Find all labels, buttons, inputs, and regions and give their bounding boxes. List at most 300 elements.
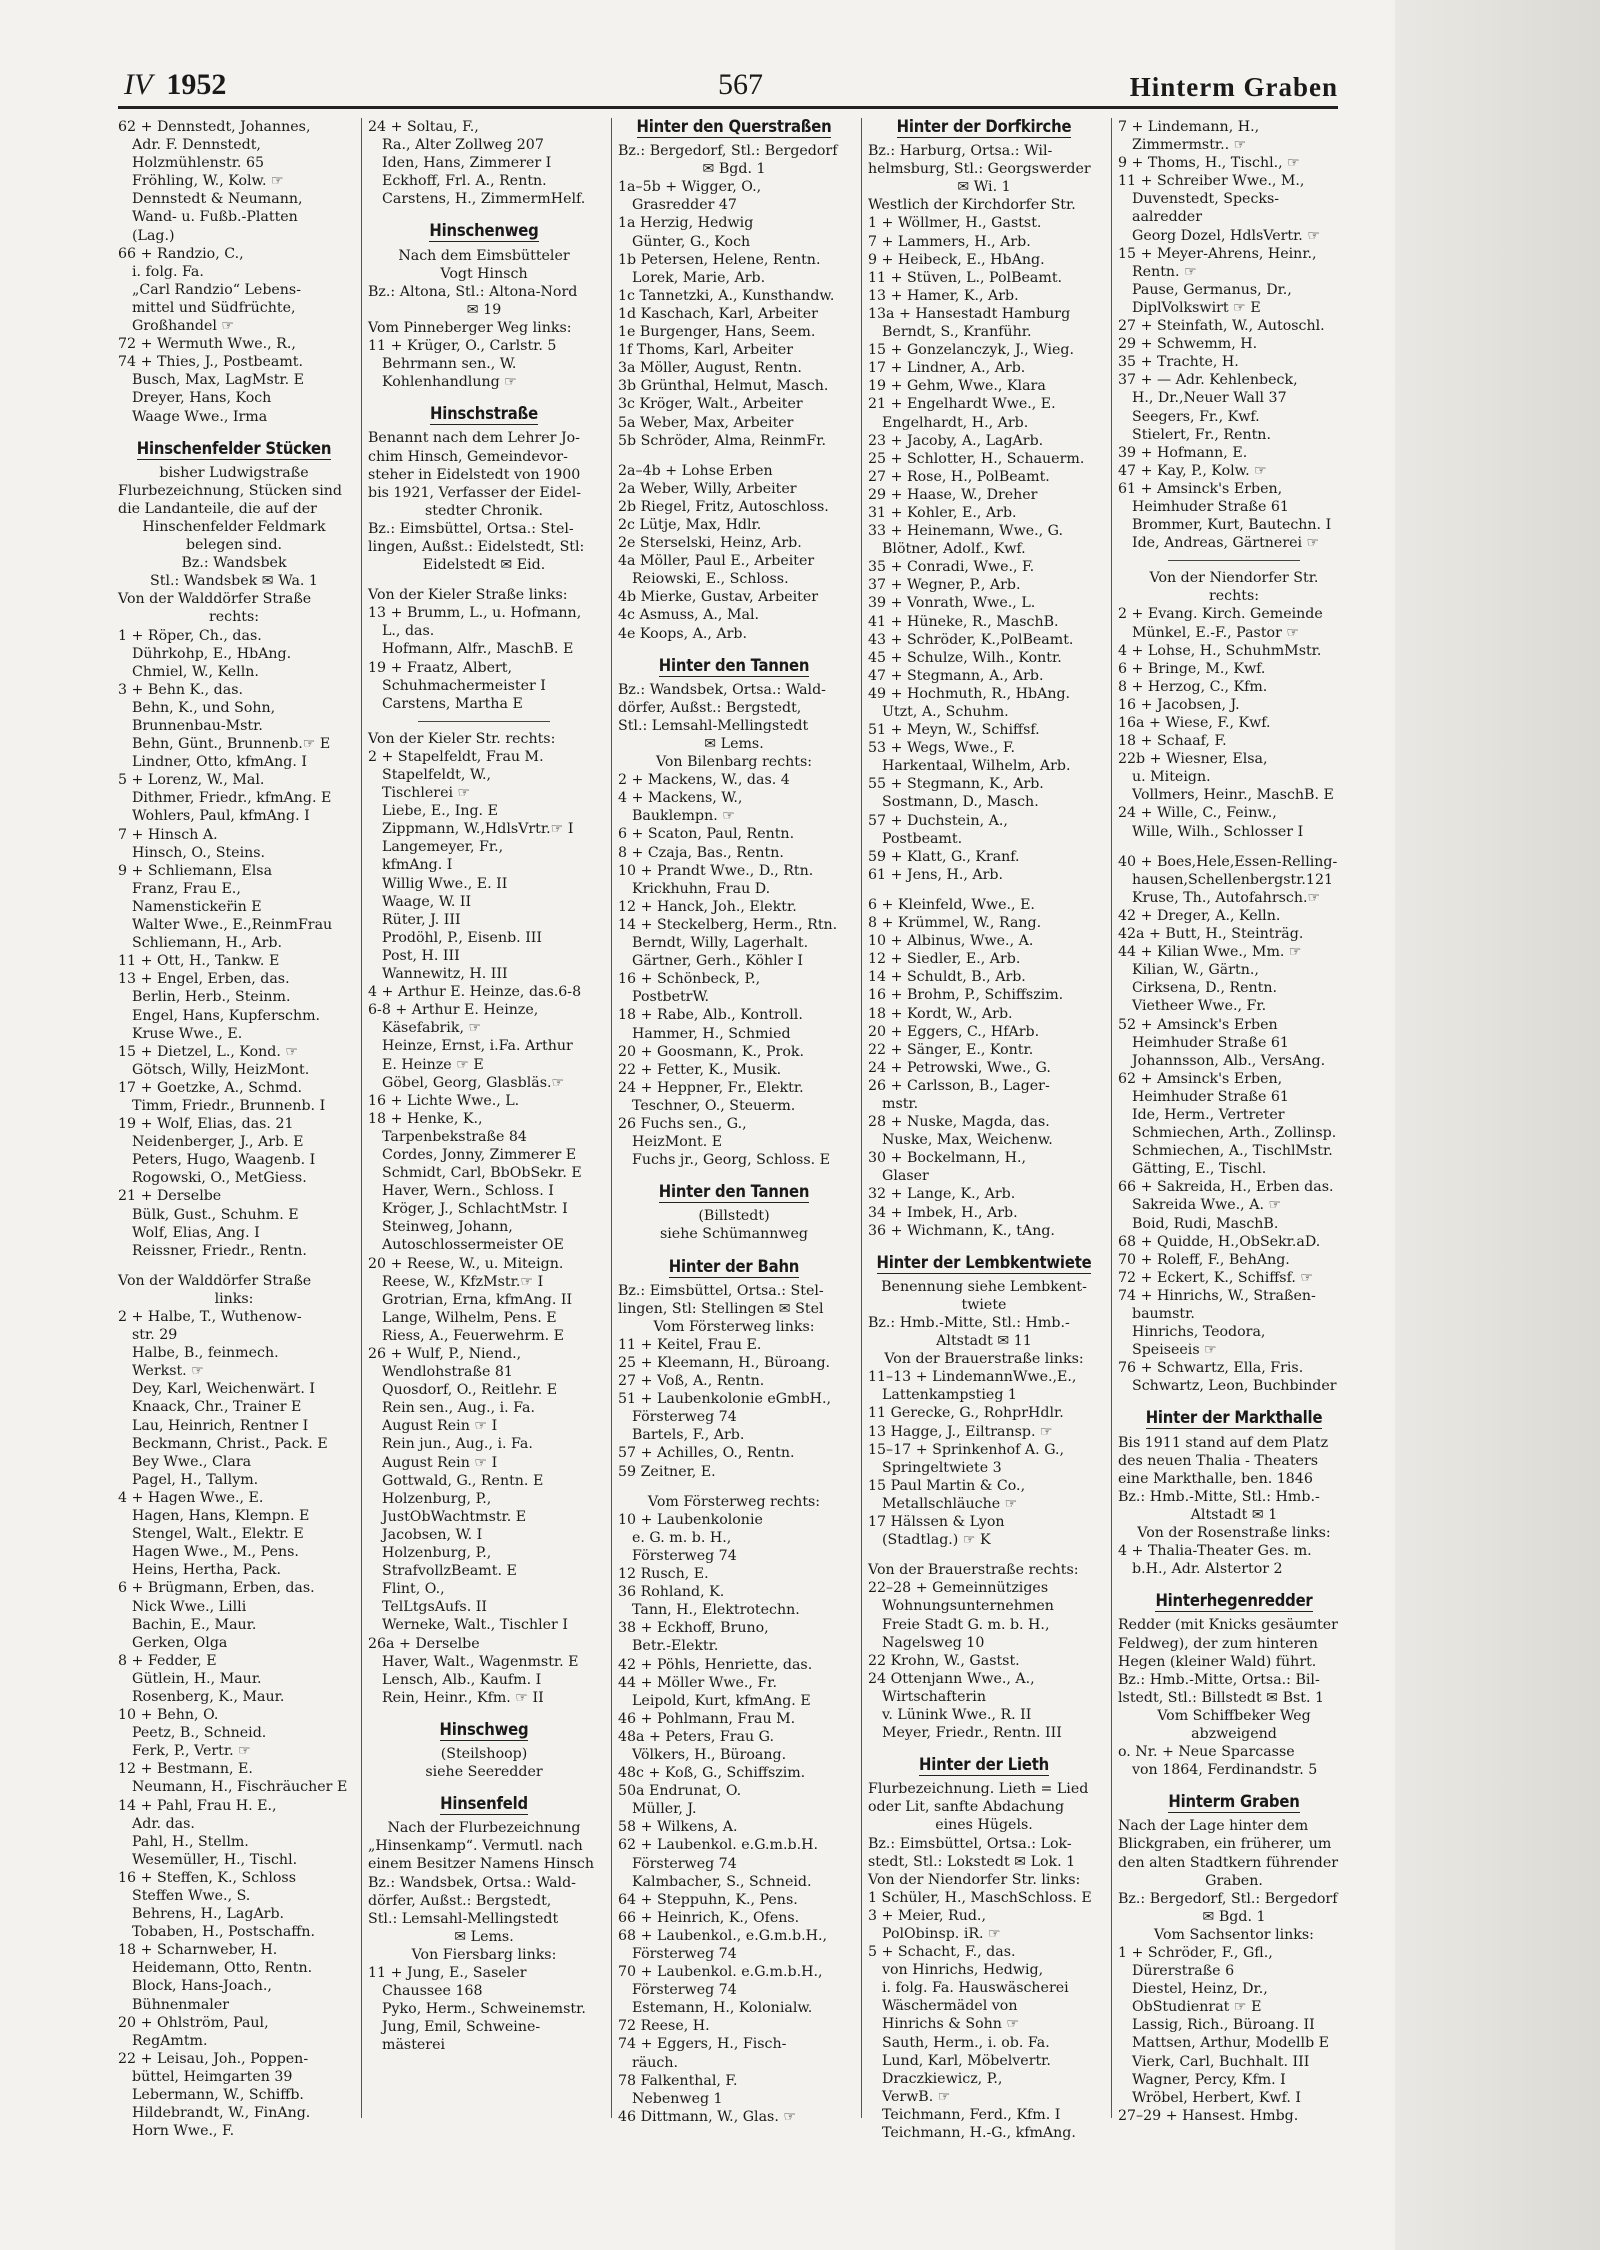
resident-line: Busch, Max, LagMstr. E bbox=[132, 372, 305, 389]
entry-line: 32 + Lange, K., Arb. bbox=[868, 1186, 1016, 1203]
entry-line: 74 + Thies, J., Postbeamt. bbox=[118, 354, 304, 371]
entry-line: 22 + Leisau, Joh., Poppen- bbox=[118, 2050, 309, 2067]
header-roman-numeral: IV bbox=[124, 68, 153, 101]
entry-line: Bz.: Bergedorf, Stl.: Bergedorf bbox=[1118, 1890, 1338, 1907]
entry-line: 74 + Eggers, H., Fisch- bbox=[618, 2036, 787, 2053]
entry-line: 16 + Brohm, P., Schiffszim. bbox=[868, 987, 1064, 1004]
resident-line: Lange, Wilhelm, Pens. E bbox=[382, 1309, 557, 1326]
resident-line: Flint, O., bbox=[382, 1581, 445, 1598]
resident-line: Engel, Hans, Kupferschm. bbox=[132, 1007, 321, 1024]
resident-line: Rein jun., Aug., i. Fa. bbox=[382, 1436, 533, 1453]
resident-line: Hildebrandt, W., FinAng. bbox=[132, 2105, 311, 2122]
entry-line: 8 + Krümmel, W., Rang. bbox=[868, 915, 1042, 932]
resident-line: von Hinrichs, Hedwig, bbox=[882, 1962, 1044, 1979]
resident-line: Autoschlossermeister OE bbox=[382, 1237, 564, 1254]
resident-line: Werkst. ☞ bbox=[132, 1363, 204, 1380]
street-heading-text: Hinter den Tannen bbox=[658, 655, 810, 675]
street-heading bbox=[618, 657, 850, 675]
street-heading bbox=[868, 1756, 1100, 1774]
resident-line: Sostmann, D., Masch. bbox=[882, 794, 1039, 811]
street-heading bbox=[368, 1795, 600, 1813]
resident-line: Haver, Wern., Schloss. I bbox=[382, 1183, 554, 1200]
resident-line: Berndt, S., Kranführ. bbox=[882, 324, 1032, 341]
resident-line: Kruse Wwe., E. bbox=[132, 1025, 243, 1042]
resident-line: Behn, K., und Sohn, bbox=[132, 699, 276, 716]
entry-line: Von der Niendorfer Str. links: bbox=[868, 1871, 1081, 1888]
resident-line: Franz, Frau E., bbox=[132, 880, 241, 897]
entry-line: 20 + Eggers, C., HfArb. bbox=[868, 1023, 1040, 1040]
entry-line: Bz.: Altona, Stl.: Altona-Nord bbox=[368, 283, 578, 300]
entry-line: 51 + Meyn, W., Schiffsf. bbox=[868, 722, 1040, 739]
entry-line: 1 + Wöllmer, H., Gastst. bbox=[868, 215, 1042, 232]
entry-line: 26 Fuchs sen., G., bbox=[618, 1115, 747, 1132]
entry-line: 18 + Kordt, W., Arb. bbox=[868, 1005, 1013, 1022]
resident-line: Wille, Wilh., Schlosser I bbox=[1132, 823, 1304, 840]
entry-line: ✉ Lems. bbox=[454, 1928, 514, 1945]
entry-line: bis 1921, Verfasser der Eidel- bbox=[368, 484, 582, 501]
entry-line: Redder (mit Knicks gesäumter bbox=[1118, 1617, 1338, 1634]
resident-line: Wannewitz, H. III bbox=[382, 966, 508, 983]
entry-line: Von Fiersbarg links: bbox=[411, 1946, 557, 1963]
resident-line: Lindner, Otto, kfmAng. I bbox=[132, 754, 307, 771]
entry-line: 22 Krohn, W., Gastst. bbox=[868, 1652, 1020, 1669]
entry-line: 33 + Heinemann, Wwe., G. bbox=[868, 523, 1063, 540]
entry-line: 30 + Bockelmann, H., bbox=[868, 1150, 1027, 1167]
entry-line: 43 + Schröder, K.,PolBeamt. bbox=[868, 631, 1074, 648]
entry-line: Benannt nach dem Lehrer Jo- bbox=[368, 430, 580, 447]
column-5 bbox=[1118, 118, 1350, 2124]
entry-line: 23 + Jacoby, A., LagArb. bbox=[868, 432, 1044, 449]
entry-line: 10 + Laubenkolonie bbox=[618, 1511, 763, 1528]
spacer bbox=[868, 884, 1100, 896]
entry-line: 28 + Nuske, Magda, das. bbox=[868, 1114, 1050, 1131]
entry-line: 16 + Steffen, K., Schloss bbox=[118, 1869, 296, 1886]
resident-line: August Rein ☞ I bbox=[382, 1454, 498, 1471]
resident-line: Wröbel, Herbert, Kwf. I bbox=[1132, 2089, 1301, 2106]
resident-line: mstr. bbox=[882, 1095, 919, 1112]
entry-line: 3 + Behn K., das. bbox=[118, 681, 243, 698]
resident-line: Glaser bbox=[882, 1168, 929, 1185]
resident-line: Rein, Heinr., Kfm. ☞ II bbox=[382, 1689, 544, 1706]
entry-line: 9 + Thoms, H., Tischl., ☞ bbox=[1118, 155, 1300, 172]
entry-line: 9 + Schliemann, Elsa bbox=[118, 862, 273, 879]
entry-line: 78 Falkenthal, F. bbox=[618, 2072, 738, 2089]
resident-line: Eckhoff, Frl. A., Rentn. bbox=[382, 173, 547, 190]
entry-line: 47 + Kay, P., Kolw. ☞ bbox=[1118, 462, 1267, 479]
street-heading-text: Hinterhegenredder bbox=[1155, 1591, 1313, 1611]
resident-line: Rogowski, O., MetGiess. bbox=[132, 1170, 307, 1187]
resident-line: Georg Dozel, HdlsVertr. ☞ bbox=[1132, 227, 1321, 244]
resident-line: Draczkiewicz, P., bbox=[882, 2070, 1003, 2087]
entry-line: rechts: bbox=[208, 609, 260, 626]
resident-line: Heimhuder Straße 61 bbox=[1132, 498, 1289, 515]
entry-line: 62 + Dennstedt, Johannes, bbox=[118, 119, 311, 135]
entry-line: Vom Sachsentor links: bbox=[1154, 1926, 1314, 1943]
entry-line: ✉ Lems. bbox=[704, 736, 764, 752]
entry-line: Stl.: Lemsahl-Mellingstedt bbox=[618, 717, 809, 734]
header-page-number: 567 bbox=[718, 68, 763, 101]
column-1 bbox=[118, 118, 350, 2140]
entry-line: 3c Kröger, Walt., Arbeiter bbox=[618, 396, 803, 413]
entry-line: 16 + Schönbeck, P., bbox=[618, 971, 761, 988]
resident-line: Estemann, H., Kolonialw. bbox=[632, 2000, 813, 2017]
resident-line: Kohlenhandlung ☞ bbox=[382, 374, 517, 391]
resident-line: Johannsson, Alb., VersAng. bbox=[1132, 1052, 1326, 1069]
resident-line: Gottwald, G., Rentn. E bbox=[382, 1472, 544, 1489]
entry-line: 12 Rusch, E. bbox=[618, 1566, 709, 1583]
resident-line: Vierk, Carl, Buchhalt. III bbox=[1132, 2053, 1310, 2070]
resident-line: H., Dr.,Neuer Wall 37 bbox=[1132, 390, 1287, 407]
resident-line: Wohlers, Paul, kfmAng. I bbox=[132, 808, 310, 825]
entry-line: 15 Paul Martin & Co., bbox=[868, 1477, 1026, 1494]
entry-line: eines Hügels. bbox=[935, 1817, 1033, 1834]
resident-line: Ra., Alter Zollweg 207 bbox=[382, 137, 544, 154]
entry-line: Von der Kieler Str. rechts: bbox=[368, 730, 556, 747]
resident-line: Neumann, H., Fischräucher E bbox=[132, 1779, 348, 1796]
entry-line: 18 + Henke, K., bbox=[368, 1110, 483, 1127]
resident-line: Bey Wwe., Clara bbox=[132, 1453, 252, 1470]
entry-line: 72 + Eckert, K., Schiffsf. ☞ bbox=[1118, 1269, 1314, 1286]
entry-line: 66 + Heinrich, K., Ofens. bbox=[618, 1909, 800, 1926]
column-divider bbox=[1111, 118, 1112, 2118]
entry-line: 2c Lütje, Max, Hdlr. bbox=[618, 516, 762, 533]
entry-line: 45 + Schulze, Wilh., Kontr. bbox=[868, 649, 1062, 666]
resident-line: Wagner, Percy, Kfm. I bbox=[1132, 2071, 1286, 2088]
entry-line: 26a + Derselbe bbox=[368, 1635, 480, 1652]
resident-line: Teichmann, H.-G., kfmAng. bbox=[882, 2125, 1076, 2142]
entry-line: Bz.: Eimsbüttel, Ortsa.: Lok- bbox=[868, 1835, 1072, 1852]
resident-line: Rüter, J. III bbox=[382, 911, 461, 928]
entry-line: 18 + Scharnweber, H. bbox=[118, 1942, 278, 1959]
resident-line: Cirksena, D., Rentn. bbox=[1132, 980, 1278, 997]
resident-line: ObStudienrat ☞ E bbox=[1132, 1999, 1262, 2016]
entry-line: 2 + Stapelfeldt, Frau M. bbox=[368, 748, 544, 765]
resident-line: Liebe, E., Ing. E bbox=[382, 803, 498, 820]
entry-line: links: bbox=[214, 1290, 254, 1307]
street-heading-text: Hinter den Tannen bbox=[658, 1182, 810, 1202]
entry-line: 11 + Keitel, Frau E. bbox=[618, 1336, 762, 1353]
entry-line: 11 + Krüger, O., Carlstr. 5 bbox=[368, 338, 557, 355]
entry-line: helmsburg, Stl.: Georgswerder bbox=[868, 161, 1091, 178]
entry-line: siehe Schümannweg bbox=[659, 1226, 808, 1243]
resident-line: Hinrichs & Sohn ☞ bbox=[882, 2016, 1020, 2033]
resident-line: Behrens, H., LagArb. bbox=[132, 1906, 285, 1923]
entry-line: 3 + Meier, Rud., bbox=[868, 1907, 986, 1924]
entry-line: siehe Seeredder bbox=[425, 1764, 543, 1781]
entry-line: 21 + Derselbe bbox=[118, 1188, 222, 1205]
resident-line: Nick Wwe., Lilli bbox=[132, 1598, 247, 1615]
resident-line: PostbetrW. bbox=[632, 989, 710, 1006]
entry-line: 8 + Fedder, E bbox=[118, 1652, 217, 1669]
resident-line: str. 29 bbox=[132, 1327, 178, 1344]
resident-line: baumstr. bbox=[1132, 1306, 1195, 1322]
resident-line: Quosdorf, O., Reitlehr. E bbox=[382, 1382, 558, 1399]
resident-line: von 1864, Ferdinandstr. 5 bbox=[1132, 1762, 1318, 1779]
entry-line: 27 + Voß, A., Rentn. bbox=[618, 1373, 765, 1390]
entry-line: 14 + Steckelberg, Herm., Rtn. bbox=[618, 916, 838, 933]
resident-line: Adr. F. Dennstedt, bbox=[132, 137, 261, 154]
resident-line: e. G. m. b. H., bbox=[632, 1529, 732, 1546]
resident-line: Steinweg, Johann, bbox=[382, 1219, 513, 1236]
entry-line: 2a Weber, Willy, Arbeiter bbox=[618, 480, 797, 497]
resident-line: Kruse, Th., Autofahrsch.☞ bbox=[1132, 889, 1321, 906]
entry-line: 7 + Hinsch A. bbox=[118, 826, 218, 843]
entry-line: 27–29 + Hansest. Hmbg. bbox=[1118, 2107, 1299, 2124]
entry-line: 4 + Arthur E. Heinze, das.6-8 bbox=[368, 984, 582, 1001]
entry-line: lingen, Außst.: Eidelstedt, Stl: bbox=[368, 538, 585, 555]
entry-line: 6 + Brügmann, Erben, das. bbox=[118, 1580, 315, 1597]
entry-line: 4 + Thalia-Theater Ges. m. bbox=[1118, 1543, 1312, 1560]
resident-line: Behn, Günt., Brunnenb.☞ E bbox=[132, 736, 331, 753]
resident-line: (Lag.) bbox=[132, 227, 175, 244]
page-header bbox=[118, 68, 1338, 109]
entry-line: 16 + Jacobsen, J. bbox=[1118, 696, 1240, 713]
entry-line: 26 + Carlsson, B., Lager- bbox=[868, 1077, 1050, 1094]
resident-line: Heinze, Ernst, i.Fa. Arthur bbox=[382, 1038, 573, 1055]
entry-line: 61 + Jens, H., Arb. bbox=[868, 866, 1004, 883]
entry-line: Bz.: Eimsbüttel, Ortsa.: Stel- bbox=[368, 520, 574, 537]
resident-line: Nagelsweg 10 bbox=[882, 1634, 985, 1651]
entry-line: Feldweg), der zum hinteren bbox=[1118, 1635, 1318, 1652]
resident-line: Carstens, H., ZimmermHelf. bbox=[382, 191, 586, 208]
entry-line: 8 + Czaja, Bas., Rentn. bbox=[618, 844, 784, 861]
resident-line: Hofmann, Alfr., MaschB. E bbox=[382, 641, 574, 658]
street-heading-text: Hinter der Lembkentwiete bbox=[876, 1252, 1092, 1272]
entry-line: 39 + Hofmann, E. bbox=[1118, 444, 1248, 461]
resident-line: PolObinsp. iR. ☞ bbox=[882, 1926, 1001, 1942]
entry-line: 4 + Lohse, H., SchuhmMstr. bbox=[1118, 642, 1322, 659]
resident-line: Stapelfeldt, W., bbox=[382, 767, 492, 783]
resident-line: Leipold, Kurt, kfmAng. E bbox=[632, 1692, 811, 1709]
entry-line: 11 Gerecke, G., RohprHdlr. bbox=[868, 1405, 1064, 1422]
resident-line: Willig Wwe., E. II bbox=[382, 875, 508, 892]
resident-line: Dithmer, Friedr., kfmAng. E bbox=[132, 790, 332, 807]
resident-line: Fröhling, W., Kolw. ☞ bbox=[132, 173, 284, 190]
resident-line: Werneke, Walt., Tischler I bbox=[382, 1617, 568, 1634]
resident-line: mästerei bbox=[382, 2037, 446, 2054]
resident-line: Günter, G., Koch bbox=[632, 233, 751, 250]
resident-line: u. Miteign. bbox=[1132, 769, 1211, 786]
entry-line: 64 + Steppuhn, K., Pens. bbox=[618, 1891, 798, 1908]
entry-line: 62 + Laubenkol. e.G.m.b.H. bbox=[618, 1837, 818, 1854]
entry-line: 72 Reese, H. bbox=[618, 2018, 710, 2035]
entry-line: Von der Walddörfer Straße bbox=[118, 591, 312, 608]
entry-line: 11 + Stüven, L., PolBeamt. bbox=[868, 269, 1063, 286]
entry-line: 37 + — Adr. Kehlenbeck, bbox=[1118, 372, 1298, 389]
entry-line: 21 + Engelhardt Wwe., E. bbox=[868, 396, 1056, 413]
entry-line: 1 + Röper, Ch., das. bbox=[118, 627, 262, 644]
resident-line: Namensticker̈in E bbox=[132, 898, 262, 915]
entry-line: „Hinsenkamp“. Vermutl. nach bbox=[368, 1838, 583, 1855]
entry-line: 4a Möller, Paul E., Arbeiter bbox=[618, 553, 815, 570]
resident-line: Hagen, Hans, Klempn. E bbox=[132, 1508, 310, 1525]
resident-line: Bachin, E., Maur. bbox=[132, 1616, 257, 1633]
entry-line: 29 + Schwemm, H. bbox=[1118, 336, 1258, 353]
entry-line: Vom Schiffbeker Weg bbox=[1157, 1707, 1311, 1724]
resident-line: Brunnenbau-Mstr. bbox=[132, 718, 263, 734]
entry-line: (Billstedt) bbox=[698, 1208, 770, 1225]
entry-line: 24 + Soltau, F., bbox=[368, 119, 479, 135]
entry-line: 2b Riegel, Fritz, Autoschloss. bbox=[618, 498, 829, 515]
entry-line: Bz.: Hmb.-Mitte, Stl.: Hmb.- bbox=[868, 1315, 1070, 1331]
resident-line: Heimhuder Straße 61 bbox=[1132, 1034, 1289, 1051]
entry-line: 1c Tannetzki, A., Kunsthandw. bbox=[618, 287, 835, 304]
resident-line: Heidemann, Otto, Rentn. bbox=[132, 1960, 313, 1977]
entry-line: 41 + Hüneke, R., MaschB. bbox=[868, 613, 1059, 630]
spacer bbox=[618, 1481, 850, 1493]
resident-line: Beckmann, Christ., Pack. E bbox=[132, 1435, 328, 1452]
entry-line: 15 + Dietzel, L., Kond. ☞ bbox=[118, 1043, 299, 1060]
entry-line: 20 + Goosmann, K., Prok. bbox=[618, 1043, 804, 1060]
entry-line: 1a–5b + Wigger, O., bbox=[618, 179, 762, 196]
resident-line: Metallschläuche ☞ bbox=[882, 1495, 1018, 1512]
resident-line: Peters, Hugo, Waagenb. I bbox=[132, 1152, 316, 1169]
entry-line: Bz.: Hmb.-Mitte, Stl.: Hmb.- bbox=[1118, 1488, 1320, 1505]
entry-line: 59 Zeitner, E. bbox=[618, 1463, 716, 1480]
entry-line: Vom Försterweg rechts: bbox=[647, 1493, 821, 1510]
resident-line: Nuske, Max, Weichenw. bbox=[882, 1132, 1053, 1149]
resident-line: Postbeamt. bbox=[882, 830, 963, 847]
resident-line: Holzmühlenstr. 65 bbox=[132, 155, 265, 172]
street-heading-text: Hinter der Markthalle bbox=[1145, 1408, 1323, 1428]
resident-line: Bauklempn. ☞ bbox=[632, 808, 735, 825]
entry-line: 35 + Conradi, Wwe., F. bbox=[868, 559, 1035, 576]
column-3 bbox=[618, 117, 850, 2125]
entry-line: ✉ Wi. 1 bbox=[957, 179, 1011, 196]
entry-line: Von Bilenbarg rechts: bbox=[655, 754, 813, 771]
entry-line: 1d Kaschach, Karl, Arbeiter bbox=[618, 305, 818, 322]
entry-line: 42 + Dreger, A., Kelln. bbox=[1118, 907, 1281, 924]
entry-line: 17 Hälssen & Lyon bbox=[868, 1514, 1005, 1531]
entry-line: Von der Rosenstraße links: bbox=[1137, 1525, 1331, 1542]
resident-line: Reese, W., KfzMstr.☞ I bbox=[382, 1273, 544, 1290]
entry-line: 18 + Rabe, Alb., Kontroll. bbox=[618, 1007, 803, 1024]
resident-line: Jung, Emil, Schweine- bbox=[382, 2019, 541, 2036]
resident-line: Harkentaal, Wilhelm, Arb. bbox=[882, 758, 1071, 775]
entry-line: des neuen Thalia - Theaters bbox=[1118, 1452, 1319, 1469]
resident-line: Lund, Karl, Möbelvertr. bbox=[882, 2052, 1051, 2069]
entry-line: 19 + Gehm, Wwe., Klara bbox=[868, 378, 1046, 395]
resident-line: E. Heinze ☞ E bbox=[382, 1056, 484, 1073]
entry-line: 48a + Peters, Frau G. bbox=[618, 1728, 774, 1745]
resident-line: Dey, Karl, Weichenwärt. I bbox=[132, 1381, 316, 1398]
entry-line: 6 + Scaton, Paul, Rentn. bbox=[618, 826, 795, 843]
resident-line: Götsch, Willy, HeizMont. bbox=[132, 1061, 310, 1078]
street-heading-text: Hinschenfelder Stücken bbox=[136, 438, 332, 458]
resident-line: Tann, H., Elektrotechn. bbox=[632, 1602, 800, 1619]
resident-line: Försterweg 74 bbox=[632, 1982, 737, 1999]
resident-line: Schmiechen, A., TischlMstr. bbox=[1132, 1143, 1333, 1160]
entry-line: 4c Asmuss, A., Mal. bbox=[618, 607, 759, 624]
resident-line: Tobaben, H., Postschaffn. bbox=[132, 1924, 316, 1941]
entry-line: 13 Hagge, J., Eiltransp. ☞ bbox=[868, 1423, 1053, 1440]
entry-line: 57 + Duchstein, A., bbox=[868, 812, 1008, 829]
resident-line: Lassig, Rich., Büroang. II bbox=[1132, 2017, 1315, 2034]
resident-line: Rosenberg, K., Maur. bbox=[132, 1688, 285, 1705]
entry-line: bisher Ludwigstraße bbox=[159, 464, 309, 481]
resident-line: Wendlohstraße 81 bbox=[382, 1364, 513, 1381]
resident-line: Teschner, O., Steuerm. bbox=[632, 1097, 796, 1114]
entry-line: 59 + Klatt, G., Kranf. bbox=[868, 848, 1020, 865]
resident-line: Meyer, Friedr., Rentn. III bbox=[882, 1725, 1062, 1742]
resident-line: i. folg. Fa. Hauswäscherei bbox=[882, 1980, 1069, 1997]
resident-line: Adr. das. bbox=[132, 1815, 195, 1832]
entry-line: 35 + Trachte, H. bbox=[1118, 354, 1239, 371]
entry-line: 31 + Kohler, E., Arb. bbox=[868, 504, 1017, 521]
resident-line: räuch. bbox=[632, 2054, 678, 2071]
resident-line: JustObWachtmstr. E bbox=[382, 1508, 527, 1525]
resident-line: Teichmann, Ferd., Kfm. I bbox=[882, 2106, 1061, 2123]
entry-line: Altstadt ✉ 1 bbox=[1190, 1506, 1278, 1523]
resident-line: Sakreida Wwe., A. ☞ bbox=[1132, 1197, 1282, 1214]
street-heading bbox=[368, 222, 600, 240]
entry-line: 17 + Goetzke, A., Schmd. bbox=[118, 1079, 303, 1096]
resident-line: „Carl Randzio“ Lebens- bbox=[132, 281, 302, 298]
resident-line: Pagel, H., Tallym. bbox=[132, 1471, 259, 1488]
entry-line: 19 + Wolf, Elias, das. 21 bbox=[118, 1116, 294, 1133]
entry-line: 22b + Wiesner, Elsa, bbox=[1118, 751, 1268, 768]
entry-line: 1a Herzig, Hedwig bbox=[618, 215, 754, 232]
entry-line: 66 + Randzio, C., bbox=[118, 245, 244, 262]
entry-line: 14 + Schuldt, B., Arb. bbox=[868, 969, 1026, 986]
resident-line: Grotrian, Erna, kfmAng. II bbox=[382, 1291, 573, 1308]
header-volume bbox=[124, 68, 226, 102]
resident-line: kfmAng. I bbox=[382, 857, 453, 874]
street-heading bbox=[1118, 1793, 1350, 1811]
entry-line: 20 + Reese, W., u. Miteign. bbox=[368, 1255, 564, 1272]
entry-line: 5a Weber, Max, Arbeiter bbox=[618, 414, 794, 431]
entry-line: 36 Rohland, K. bbox=[618, 1584, 725, 1601]
resident-line: Stengel, Walt., Elektr. E bbox=[132, 1526, 304, 1543]
resident-line: Steffen Wwe., S. bbox=[132, 1888, 251, 1904]
resident-line: Speiseeis ☞ bbox=[1132, 1342, 1217, 1359]
resident-line: Lau, Heinrich, Rentner I bbox=[132, 1417, 309, 1434]
entry-line: abzweigend bbox=[1191, 1725, 1277, 1742]
resident-line: Lorek, Marie, Arb. bbox=[632, 269, 766, 286]
resident-line: Chaussee 168 bbox=[382, 1983, 483, 2000]
entry-line: 48c + Koß, G., Schiffszim. bbox=[618, 1765, 806, 1782]
entry-line: 72 + Wermuth Wwe., R., bbox=[118, 336, 296, 353]
resident-line: Seegers, Fr., Kwf. bbox=[1132, 408, 1260, 425]
street-heading bbox=[1118, 1592, 1350, 1610]
resident-line: aalredder bbox=[1132, 209, 1202, 226]
resident-line: TelLtgsAufs. II bbox=[382, 1599, 487, 1616]
entry-line: 7 + Lindemann, H., bbox=[1118, 119, 1260, 135]
resident-line: DiplVolkswirt ☞ E bbox=[1132, 299, 1261, 316]
entry-line: 39 + Vonrath, Wwe., L. bbox=[868, 595, 1036, 612]
entry-line: 62 + Amsinck's Erben, bbox=[1118, 1070, 1283, 1087]
resident-line: Hinsch, O., Steins. bbox=[132, 844, 266, 861]
entry-line: 50a Endrunat, O. bbox=[618, 1783, 742, 1800]
resident-line: Göbel, Georg, Glasbläs.☞ bbox=[382, 1074, 565, 1091]
entry-line: Blickgraben, ein früherer, um bbox=[1118, 1836, 1332, 1853]
entry-line: 1b Petersen, Helene, Rentn. bbox=[618, 251, 821, 268]
entry-line: Von der Brauerstraße rechts: bbox=[868, 1562, 1079, 1579]
street-heading-text: Hinter der Dorfkirche bbox=[896, 117, 1072, 136]
resident-line: Chmiel, W., Kelln. bbox=[132, 663, 259, 680]
entry-line: Von der Niendorfer Str. bbox=[1149, 570, 1319, 587]
entry-line: Bz.: Wandsbek, Ortsa.: Wald- bbox=[368, 1874, 576, 1891]
entry-line: 6 + Bringe, M., Kwf. bbox=[1118, 660, 1266, 677]
resident-line: Dürerstraße 6 bbox=[1132, 1963, 1235, 1980]
resident-line: Waage, W. II bbox=[382, 893, 472, 910]
entry-line: Graben. bbox=[1205, 1872, 1263, 1889]
resident-line: Schmiechen, Arth., Zollinsp. bbox=[1132, 1125, 1337, 1142]
resident-line: Block, Hans-Joach., bbox=[132, 1978, 272, 1995]
resident-line: Bühnenmaler bbox=[132, 1996, 229, 2013]
resident-line: Schmidt, Carl, BbObSekr. E bbox=[382, 1165, 582, 1182]
entry-line: 25 + Kleemann, H., Büroang. bbox=[618, 1355, 831, 1371]
